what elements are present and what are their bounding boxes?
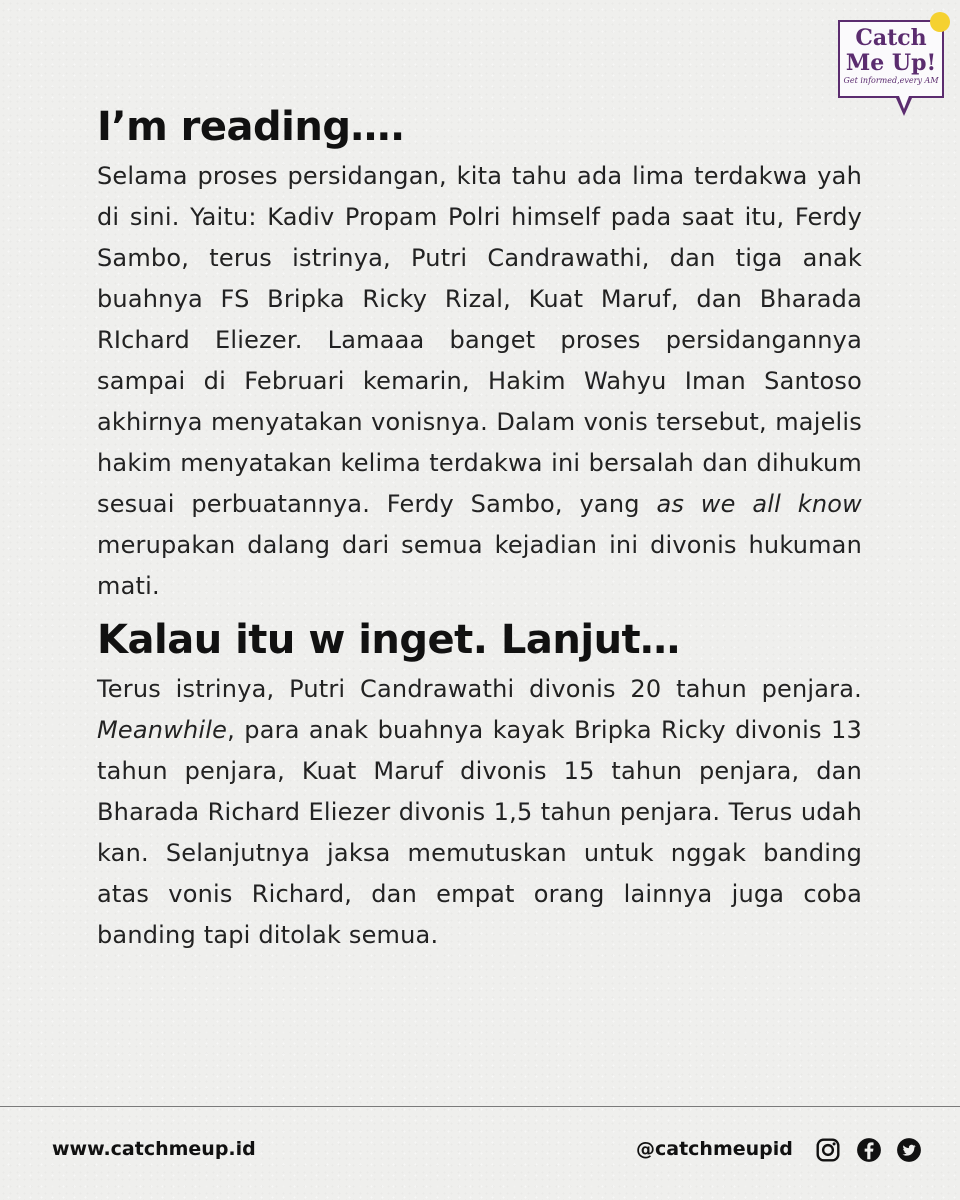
- article-body: [97, 98, 862, 956]
- twitter-icon[interactable]: [896, 1137, 922, 1163]
- brand-logo: [838, 20, 944, 98]
- footer-divider: [0, 1106, 960, 1107]
- section-2-paragraph: [97, 669, 862, 956]
- logo-line-2: Me Up!: [845, 50, 937, 76]
- social-handle[interactable]: @catchmeupid: [636, 1138, 793, 1160]
- section-2-heading: Kalau itu w inget. Lanjut…: [97, 617, 680, 663]
- logo-speech-tail: [896, 98, 912, 116]
- facebook-icon[interactable]: [856, 1137, 882, 1163]
- instagram-icon[interactable]: [815, 1137, 841, 1163]
- section-2-text-b: , para anak buahnya kayak Bripka Ricky divonis 13 tahun penjara, Kuat Maruf divonis 15 tahun penjara, dan Bharada Richard Eliezer divonis 1,5 tahun penjara. Terus udah kan. Selanjutnya jaksa memutuskan untuk nggak banding atas vonis Richard, dan empat orang lainnya juga coba banding tapi ditolak semua.: [97, 716, 862, 949]
- logo-line-1: Catch: [855, 25, 927, 51]
- section-1-italic: as we all know: [656, 490, 862, 518]
- section-1-heading: I’m reading….: [97, 104, 405, 150]
- section-1-text-b: merupakan dalang dari semua kejadian ini divonis hukuman mati.: [97, 531, 862, 600]
- section-1-text-a: Selama proses persidangan, kita tahu ada lima terdakwa yah di sini. Yaitu: Kadiv Propam Polri himself pada saat itu, Ferdy Sambo, terus istrinya, Putri Candrawathi, dan tiga anak buahnya FS Bripka Ricky Rizal, Kuat Maruf, dan Bharada RIchard Eliezer. Lamaaa banget proses persidangannya sampai di Februari kemarin, Hakim Wahyu Iman Santoso akhirnya menyatakan vonisnya. Dalam vonis tersebut, majelis hakim menyatakan kelima terdakwa ini bersalah dan dihukum sesuai perbuatannya. Ferdy Sambo, yang: [97, 162, 862, 518]
- logo-tagline: Get informed,every AM: [843, 76, 939, 85]
- website-link[interactable]: www.catchmeup.id: [52, 1138, 256, 1160]
- logo-dot: [930, 12, 950, 32]
- section-1-paragraph: [97, 156, 862, 607]
- section-2-italic: Meanwhile: [97, 716, 228, 744]
- section-2-text-a: Terus istrinya, Putri Candrawathi divonis 20 tahun penjara.: [97, 675, 862, 703]
